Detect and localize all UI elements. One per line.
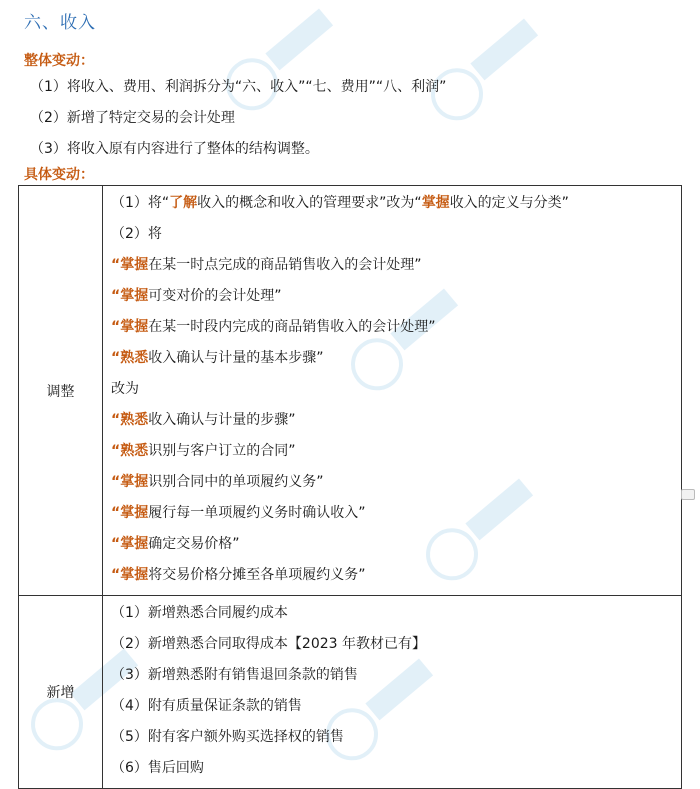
adjust-item-2: （2）将 [111,226,162,242]
added-content [103,596,682,789]
adjust-row [19,186,682,596]
after-item: “掌握履行每一单项履约义务时确认收入” [111,505,366,521]
section-title: 六、收入 [24,13,96,33]
table-resize-handle[interactable] [681,489,695,500]
after-item: “掌握识别合同中的单项履约义务” [111,474,324,490]
before-item: “掌握在某一时段内完成的商品销售收入的会计处理” [111,319,436,335]
after-item: “熟悉识别与客户订立的合同” [111,443,296,459]
overall-item: （1）将收入、费用、利润拆分为“六、收入”“七、费用”“八、利润” [30,79,447,95]
adjust-label: 调整 [19,186,103,596]
after-item: “熟悉收入确认与计量的步骤” [111,412,296,428]
adjust-content [103,186,682,596]
watermark-logo [410,10,550,140]
added-label: 新增 [19,596,103,789]
adjust-item-1: （1）将“了解收入的概念和收入的管理要求”改为“掌握收入的定义与分类” [111,195,569,211]
change-word: 改为 [111,381,139,397]
after-item: “掌握将交易价格分摊至各单项履约义务” [111,567,366,583]
added-item: （2）新增熟悉合同取得成本【2023 年教材已有】 [111,636,426,652]
specific-heading: 具体变动： [24,167,94,183]
before-item: “掌握在某一时点完成的商品销售收入的会计处理” [111,257,422,273]
overall-item: （2）新增了特定交易的会计处理 [30,110,235,126]
added-row [19,596,682,789]
added-item: （1）新增熟悉合同履约成本 [111,605,288,621]
changes-table [18,185,682,789]
overall-heading: 整体变动： [24,53,94,69]
after-item: “掌握确定交易价格” [111,536,240,552]
before-item: “熟悉收入确认与计量的基本步骤” [111,350,324,366]
added-item: （3）新增熟悉附有销售退回条款的销售 [111,667,358,683]
added-item: （6）售后回购 [111,760,204,776]
added-item: （5）附有客户额外购买选择权的销售 [111,729,344,745]
overall-item: （3）将收入原有内容进行了整体的结构调整。 [30,141,319,157]
added-item: （4）附有质量保证条款的销售 [111,698,302,714]
before-item: “掌握可变对价的会计处理” [111,288,282,304]
